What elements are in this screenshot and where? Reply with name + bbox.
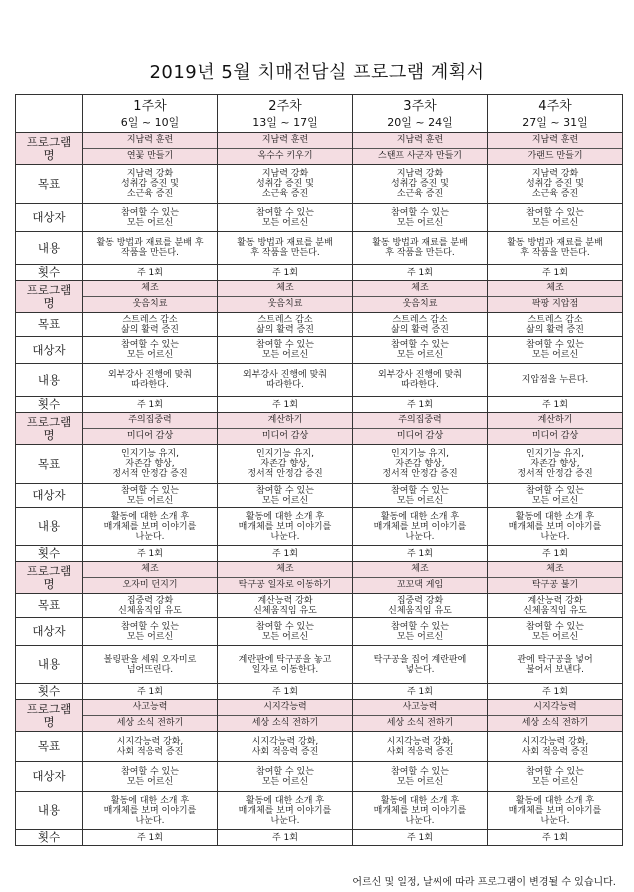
- count-row: [16, 830, 623, 846]
- content-cell: 활동에 대한 소개 후 매개체를 보며 이야기를 나눈다.: [353, 508, 488, 546]
- program-name: 미디어 감상: [126, 431, 174, 441]
- content-cell: 계란판에 탁구공을 놓고 일자로 이동한다.: [218, 646, 353, 684]
- count-cell: 주 1회: [488, 684, 623, 700]
- goal-cell: 시지각능력 강화, 사회 적응력 증진: [353, 732, 488, 762]
- week-dates: 6일 ~ 10일: [120, 115, 180, 129]
- content-row: [16, 646, 623, 684]
- program-cell: [353, 562, 488, 594]
- goal-cell: 인지기능 유지, 자존감 향상, 정서적 안정감 증진: [218, 445, 353, 484]
- goal-cell: 인지기능 유지, 자존감 향상, 정서적 안정감 증진: [353, 445, 488, 484]
- program-category: 계산하기: [218, 413, 352, 429]
- program-name: 웃음치료: [132, 299, 168, 309]
- row-label-goal: 목표: [16, 732, 83, 762]
- count-cell: 주 1회: [353, 265, 488, 281]
- row-label-count: 횟수: [16, 265, 83, 281]
- program-cell: [353, 281, 488, 313]
- program-cell: [83, 562, 218, 594]
- content-cell: 볼링판을 세워 오자미로 넘어뜨린다.: [83, 646, 218, 684]
- program-category: 시지각능력: [488, 700, 622, 716]
- program-category: 체조: [218, 562, 352, 578]
- program-row: [16, 281, 623, 313]
- row-label-count: 횟수: [16, 546, 83, 562]
- content-cell: 활동에 대한 소개 후 매개체를 보며 이야기를 나눈다.: [488, 508, 623, 546]
- week-dates: 20일 ~ 24일: [387, 115, 453, 129]
- program-cell: [218, 281, 353, 313]
- row-label-count: 횟수: [16, 684, 83, 700]
- program-cell: [488, 700, 623, 732]
- week-header-3: [353, 95, 488, 133]
- program-category: 체조: [488, 281, 622, 297]
- row-label-content: 내용: [16, 232, 83, 265]
- program-category: 사고능력: [83, 700, 217, 716]
- content-cell: 외부강사 진행에 맞춰 따라한다.: [353, 364, 488, 397]
- content-row: [16, 792, 623, 830]
- count-cell: 주 1회: [83, 546, 218, 562]
- goal-cell: 스트레스 감소 삶의 활력 증진: [488, 313, 623, 337]
- header-corner-cell: [16, 95, 83, 133]
- row-label-goal: 목표: [16, 165, 83, 204]
- program-name: 미디어 감상: [396, 431, 444, 441]
- content-cell: 관에 탁구공을 넣어 불어서 보낸다.: [488, 646, 623, 684]
- program-row: [16, 700, 623, 732]
- content-cell: 활동 방법과 재료를 분배 후 작품을 만든다.: [83, 232, 218, 265]
- content-cell: 활동에 대한 소개 후 매개체를 보며 이야기를 나눈다.: [218, 792, 353, 830]
- program-category: 계산하기: [488, 413, 622, 429]
- program-cell: [218, 562, 353, 594]
- program-category: 체조: [218, 281, 352, 297]
- program-cell: [353, 700, 488, 732]
- goal-row: [16, 165, 623, 204]
- content-row: [16, 364, 623, 397]
- goal-cell: 시지각능력 강화, 사회 적응력 증진: [83, 732, 218, 762]
- count-cell: 주 1회: [353, 397, 488, 413]
- program-cell: [83, 413, 218, 445]
- week-dates: 27일 ~ 31일: [522, 115, 588, 129]
- target-cell: 참여할 수 있는 모든 어르신: [218, 204, 353, 232]
- program-name: 세상 소식 전하기: [116, 718, 184, 728]
- count-cell: 주 1회: [488, 265, 623, 281]
- goal-cell: 시지각능력 강화, 사회 적응력 증진: [218, 732, 353, 762]
- count-row: [16, 265, 623, 281]
- goal-row: [16, 594, 623, 618]
- count-cell: 주 1회: [83, 265, 218, 281]
- target-row: [16, 618, 623, 646]
- target-cell: 참여할 수 있는 모든 어르신: [218, 484, 353, 508]
- goal-cell: 스트레스 감소 삶의 활력 증진: [218, 313, 353, 337]
- program-cell: [488, 133, 623, 165]
- program-category: 사고능력: [353, 700, 487, 716]
- target-cell: 참여할 수 있는 모든 어르신: [353, 204, 488, 232]
- week-label: 2주차: [268, 98, 302, 114]
- week-label: 4주차: [538, 98, 572, 114]
- row-label-program: 프로그램 명: [16, 562, 83, 594]
- target-cell: 참여할 수 있는 모든 어르신: [83, 618, 218, 646]
- target-cell: 참여할 수 있는 모든 어르신: [353, 337, 488, 364]
- count-cell: 주 1회: [488, 830, 623, 846]
- count-cell: 주 1회: [83, 684, 218, 700]
- goal-cell: 스트레스 감소 삶의 활력 증진: [83, 313, 218, 337]
- row-label-target: 대상자: [16, 484, 83, 508]
- row-label-count: 횟수: [16, 830, 83, 846]
- program-name: 탁구공 일자로 이동하기: [238, 580, 332, 590]
- program-category: 체조: [353, 281, 487, 297]
- content-cell: 활동 방법과 재료를 분배 후 작품을 만든다.: [218, 232, 353, 265]
- program-cell: [218, 413, 353, 445]
- goal-row: [16, 313, 623, 337]
- count-cell: 주 1회: [353, 830, 488, 846]
- program-cell: [83, 133, 218, 165]
- count-cell: 주 1회: [488, 546, 623, 562]
- program-name: 스탠프 사군자 만들기: [378, 151, 462, 161]
- program-category: 주의집중력: [83, 413, 217, 429]
- program-cell: [353, 413, 488, 445]
- goal-row: [16, 732, 623, 762]
- row-label-goal: 목표: [16, 594, 83, 618]
- goal-cell: 집중력 강화 신체움직임 유도: [83, 594, 218, 618]
- row-label-goal: 목표: [16, 313, 83, 337]
- program-name: 미디어 감상: [261, 431, 309, 441]
- program-cell: [83, 281, 218, 313]
- week-header-row: [16, 95, 623, 133]
- target-cell: 참여할 수 있는 모든 어르신: [83, 484, 218, 508]
- program-name: 오자미 던지기: [122, 580, 178, 590]
- row-label-count: 횟수: [16, 397, 83, 413]
- content-row: [16, 232, 623, 265]
- goal-cell: 집중력 강화 신체움직임 유도: [353, 594, 488, 618]
- count-cell: 주 1회: [218, 265, 353, 281]
- target-cell: 참여할 수 있는 모든 어르신: [218, 762, 353, 792]
- goal-cell: 시지각능력 강화, 사회 적응력 증진: [488, 732, 623, 762]
- program-cell: [353, 133, 488, 165]
- content-cell: 활동에 대한 소개 후 매개체를 보며 이야기를 나눈다.: [218, 508, 353, 546]
- content-cell: 활동 방법과 재료를 분배 후 작품을 만든다.: [353, 232, 488, 265]
- program-cell: [218, 133, 353, 165]
- program-plan-table: [15, 94, 623, 846]
- program-name: 꼬꼬댁 게임: [396, 580, 444, 590]
- row-label-target: 대상자: [16, 618, 83, 646]
- program-name: 웃음치료: [267, 299, 303, 309]
- program-cell: [488, 562, 623, 594]
- program-name: 가랜드 만들기: [527, 151, 583, 161]
- program-category: 체조: [488, 562, 622, 578]
- count-cell: 주 1회: [218, 684, 353, 700]
- target-cell: 참여할 수 있는 모든 어르신: [488, 204, 623, 232]
- program-cell: [488, 413, 623, 445]
- goal-cell: 지남력 강화 성취감 증진 및 소근육 증진: [353, 165, 488, 204]
- target-cell: 참여할 수 있는 모든 어르신: [83, 762, 218, 792]
- target-cell: 참여할 수 있는 모든 어르신: [488, 484, 623, 508]
- count-row: [16, 397, 623, 413]
- content-cell: 활동 방법과 재료를 분배 후 작품을 만든다.: [488, 232, 623, 265]
- target-cell: 참여할 수 있는 모든 어르신: [83, 204, 218, 232]
- target-cell: 참여할 수 있는 모든 어르신: [353, 484, 488, 508]
- goal-cell: 계산능력 강화 신체움직임 유도: [218, 594, 353, 618]
- count-cell: 주 1회: [353, 684, 488, 700]
- target-cell: 참여할 수 있는 모든 어르신: [488, 618, 623, 646]
- row-label-program: 프로그램 명: [16, 281, 83, 313]
- row-label-target: 대상자: [16, 204, 83, 232]
- goal-cell: 인지기능 유지, 자존감 향상, 정서적 안정감 증진: [488, 445, 623, 484]
- program-row: [16, 133, 623, 165]
- target-cell: 참여할 수 있는 모든 어르신: [218, 337, 353, 364]
- row-label-program: 프로그램 명: [16, 133, 83, 165]
- count-cell: 주 1회: [353, 546, 488, 562]
- program-category: 지남력 훈련: [353, 133, 487, 149]
- program-name: 세상 소식 전하기: [521, 718, 589, 728]
- row-label-content: 내용: [16, 364, 83, 397]
- row-label-program: 프로그램 명: [16, 413, 83, 445]
- target-row: [16, 484, 623, 508]
- page-title: 2019년 5월 치매전담실 프로그램 계획서: [149, 62, 485, 83]
- target-cell: 참여할 수 있는 모든 어르신: [353, 618, 488, 646]
- count-cell: 주 1회: [83, 830, 218, 846]
- content-cell: 탁구공을 집어 계란판에 넣는다.: [353, 646, 488, 684]
- program-category: 지남력 훈련: [218, 133, 352, 149]
- goal-row: [16, 445, 623, 484]
- goal-cell: 지남력 강화 성취감 증진 및 소근육 증진: [488, 165, 623, 204]
- content-cell: 활동에 대한 소개 후 매개체를 보며 이야기를 나눈다.: [83, 508, 218, 546]
- target-row: [16, 762, 623, 792]
- program-category: 체조: [83, 281, 217, 297]
- content-cell: 활동에 대한 소개 후 매개체를 보며 이야기를 나눈다.: [488, 792, 623, 830]
- count-cell: 주 1회: [488, 397, 623, 413]
- program-name: 팍팡 지압점: [531, 299, 579, 309]
- content-cell: 지압점을 누른다.: [488, 364, 623, 397]
- row-label-content: 내용: [16, 508, 83, 546]
- program-category: 체조: [353, 562, 487, 578]
- content-cell: 활동에 대한 소개 후 매개체를 보며 이야기를 나눈다.: [83, 792, 218, 830]
- goal-cell: 지남력 강화 성취감 증진 및 소근육 증진: [218, 165, 353, 204]
- content-cell: 외부강사 진행에 맞춰 따라한다.: [83, 364, 218, 397]
- program-cell: [218, 700, 353, 732]
- program-category: 시지각능력: [218, 700, 352, 716]
- count-cell: 주 1회: [218, 830, 353, 846]
- goal-cell: 지남력 강화 성취감 증진 및 소근육 증진: [83, 165, 218, 204]
- target-cell: 참여할 수 있는 모든 어르신: [218, 618, 353, 646]
- program-category: 주의집중력: [353, 413, 487, 429]
- program-category: 지남력 훈련: [83, 133, 217, 149]
- goal-cell: 스트레스 감소 삶의 활력 증진: [353, 313, 488, 337]
- target-cell: 참여할 수 있는 모든 어르신: [488, 762, 623, 792]
- row-label-content: 내용: [16, 646, 83, 684]
- program-name: 세상 소식 전하기: [251, 718, 319, 728]
- goal-cell: 인지기능 유지, 자존감 향상, 정서적 안정감 증진: [83, 445, 218, 484]
- row-label-content: 내용: [16, 792, 83, 830]
- count-cell: 주 1회: [218, 397, 353, 413]
- row-label-goal: 목표: [16, 445, 83, 484]
- week-header-2: [218, 95, 353, 133]
- week-label: 3주차: [403, 98, 437, 114]
- program-cell: [488, 281, 623, 313]
- count-cell: 주 1회: [83, 397, 218, 413]
- target-row: [16, 204, 623, 232]
- week-label: 1주차: [133, 98, 167, 114]
- week-header-1: [83, 95, 218, 133]
- program-cell: [83, 700, 218, 732]
- week-header-4: [488, 95, 623, 133]
- content-cell: 외부강사 진행에 맞춰 따라한다.: [218, 364, 353, 397]
- count-row: [16, 684, 623, 700]
- goal-cell: 계산능력 강화 신체움직임 유도: [488, 594, 623, 618]
- program-name: 세상 소식 전하기: [386, 718, 454, 728]
- count-cell: 주 1회: [218, 546, 353, 562]
- program-category: 체조: [83, 562, 217, 578]
- program-row: [16, 562, 623, 594]
- program-name: 탁구공 불기: [531, 580, 579, 590]
- row-label-target: 대상자: [16, 337, 83, 364]
- target-cell: 참여할 수 있는 모든 어르신: [83, 337, 218, 364]
- week-dates: 13일 ~ 17일: [252, 115, 318, 129]
- program-name: 미디어 감상: [531, 431, 579, 441]
- count-row: [16, 546, 623, 562]
- footer-note: 어르신 및 일정, 날씨에 따라 프로그램이 변경될 수 있습니다.: [352, 877, 616, 888]
- program-name: 연꽃 만들기: [126, 151, 174, 161]
- program-category: 지남력 훈련: [488, 133, 622, 149]
- row-label-target: 대상자: [16, 762, 83, 792]
- program-name: 웃음치료: [402, 299, 438, 309]
- row-label-program: 프로그램 명: [16, 700, 83, 732]
- program-row: [16, 413, 623, 445]
- target-cell: 참여할 수 있는 모든 어르신: [488, 337, 623, 364]
- target-cell: 참여할 수 있는 모든 어르신: [353, 762, 488, 792]
- content-row: [16, 508, 623, 546]
- target-row: [16, 337, 623, 364]
- content-cell: 활동에 대한 소개 후 매개체를 보며 이야기를 나눈다.: [353, 792, 488, 830]
- program-name: 옥수수 키우기: [257, 151, 313, 161]
